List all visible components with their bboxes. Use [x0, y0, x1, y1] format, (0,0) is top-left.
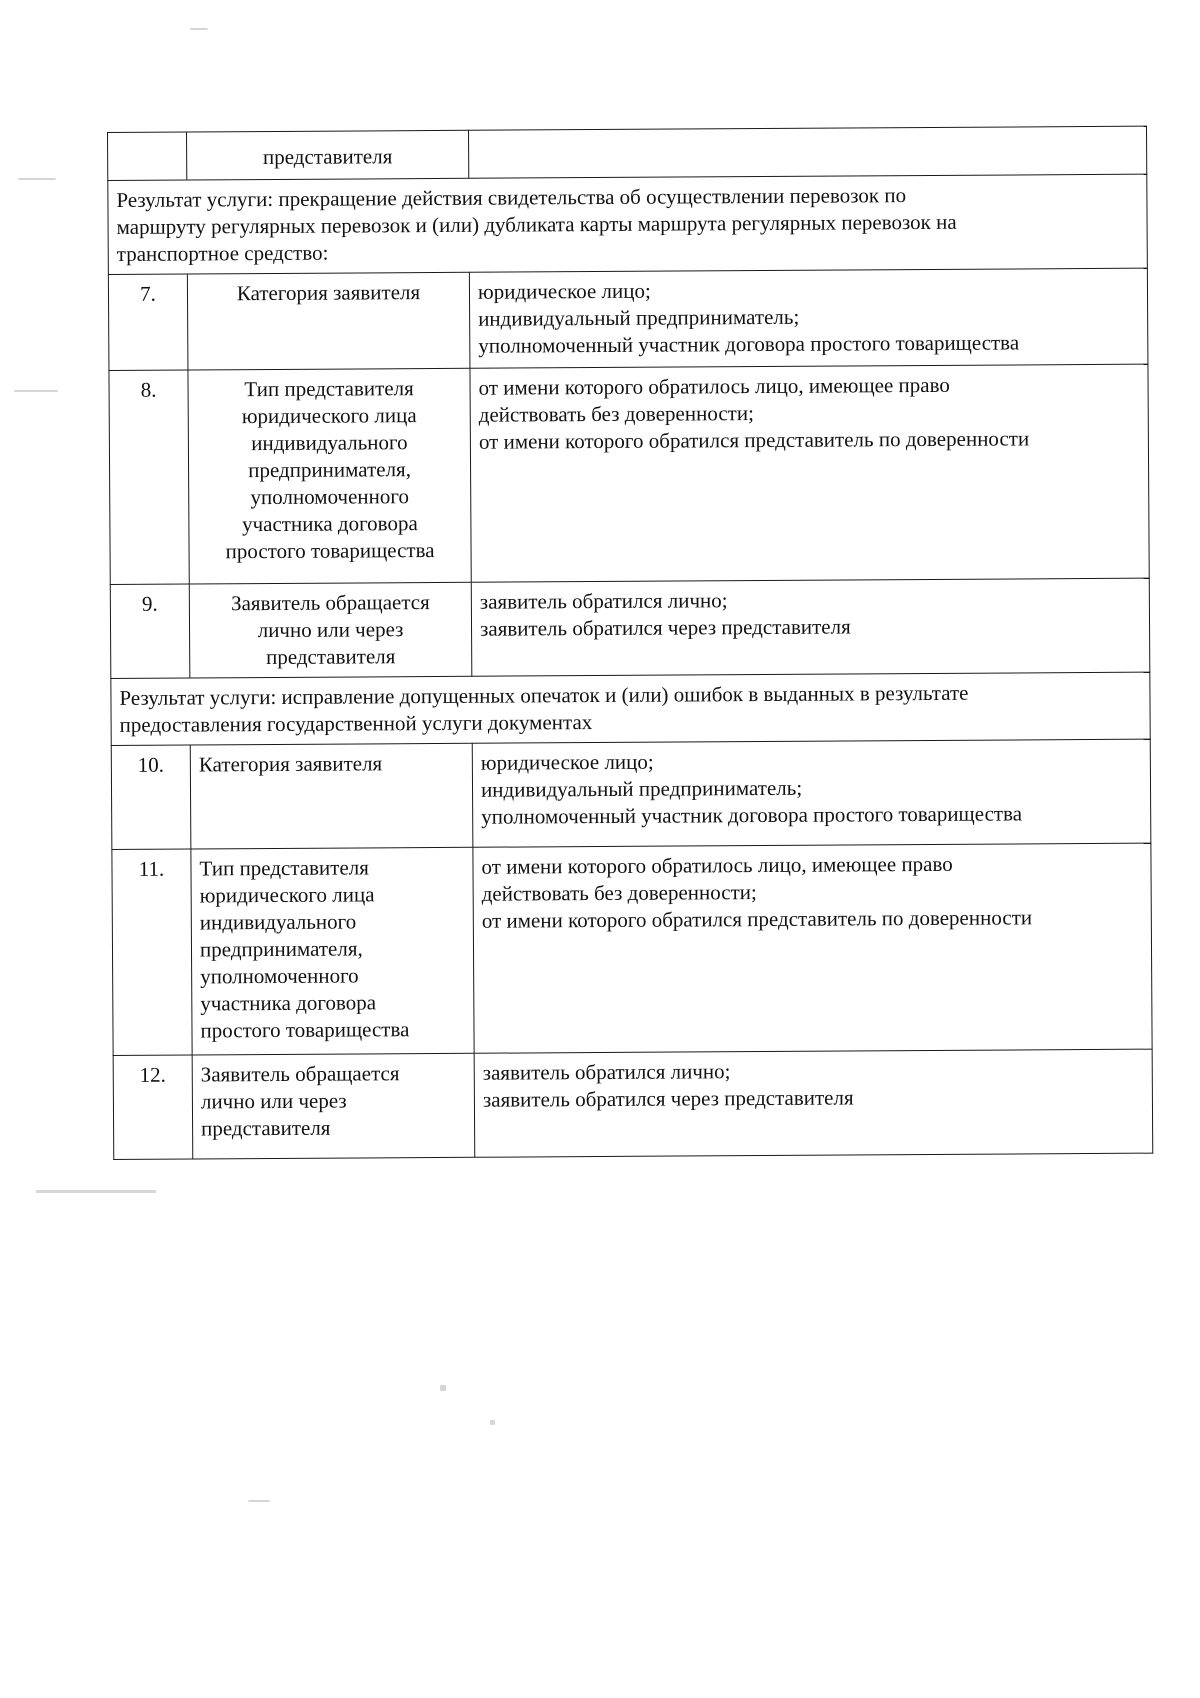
row-number: 11. [112, 849, 192, 1055]
row-value-cell [468, 126, 1146, 178]
row-name-cell: Заявитель обращается лично или через представителя [189, 582, 472, 678]
scan-speck [36, 1190, 156, 1193]
scan-speck [14, 390, 58, 392]
row-value-cell: от имени которого обратилось лицо, имеющее право действовать без доверенности; от имени которого обратился представитель по доверенности [470, 364, 1149, 582]
row-name-cell: Тип представителя юридического лица индивидуального предпринимателя, уполномоченного участника договора простого товарищества [191, 847, 474, 1055]
scan-speck [190, 28, 208, 30]
row-name-cell: Категория заявителя [190, 743, 473, 849]
table-row [110, 578, 1150, 678]
scan-speck [248, 1500, 270, 1502]
row-name-cell: Тип представителя юридического лица индивидуального предпринимателя, уполномоченного участника договора простого товарищества [188, 368, 471, 584]
result-row [108, 174, 1148, 274]
row-value-cell: от имени которого обратилось лицо, имеющее право действовать без доверенности; от имени которого обратился представитель по доверенности [473, 843, 1152, 1053]
scan-speck [440, 1385, 446, 1391]
table-row [112, 843, 1152, 1055]
row-value-cell: юридическое лицо; индивидуальный предприниматель; уполномоченный участник договора простого товарищества [472, 739, 1151, 847]
result-heading-1: Результат услуги: прекращение действия свидетельства об осуществлении перевозок по маршруту регулярных перевозок и (или) дубликата карты маршрута регулярных перевозок на транспортное средство: [108, 174, 1148, 274]
row-number: 7. [108, 274, 188, 370]
row-number: 10. [111, 745, 191, 849]
row-value-cell: заявитель обратился лично; заявитель обратился через представителя [474, 1049, 1153, 1157]
scan-speck [490, 1420, 495, 1425]
row-number: 9. [110, 584, 190, 678]
row-name-cell: Категория заявителя [187, 272, 470, 370]
table-row [109, 364, 1149, 584]
row-name: представителя [262, 144, 393, 170]
row-name-cell: Заявитель обращается лично или через представителя [192, 1053, 475, 1159]
table-row [108, 268, 1148, 370]
table-row [108, 126, 1147, 180]
services-table [107, 126, 1153, 1160]
table-row [111, 739, 1151, 849]
row-name-cell [187, 130, 469, 180]
result-heading-2: Результат услуги: исправление допущенных опечаток и (или) ошибок в выданных в результате предоставления государственной услуги документах [111, 672, 1150, 745]
table-row [113, 1049, 1153, 1159]
result-row [111, 672, 1150, 745]
row-value-cell: заявитель обратился лично; заявитель обратился через представителя [471, 578, 1150, 676]
row-number: 12. [113, 1055, 193, 1159]
scan-speck [18, 178, 56, 180]
row-value-cell: юридическое лицо; индивидуальный предприниматель; уполномоченный участник договора простого товарищества [469, 268, 1148, 368]
row-number: 8. [109, 370, 189, 584]
row-number-cell [108, 132, 187, 180]
